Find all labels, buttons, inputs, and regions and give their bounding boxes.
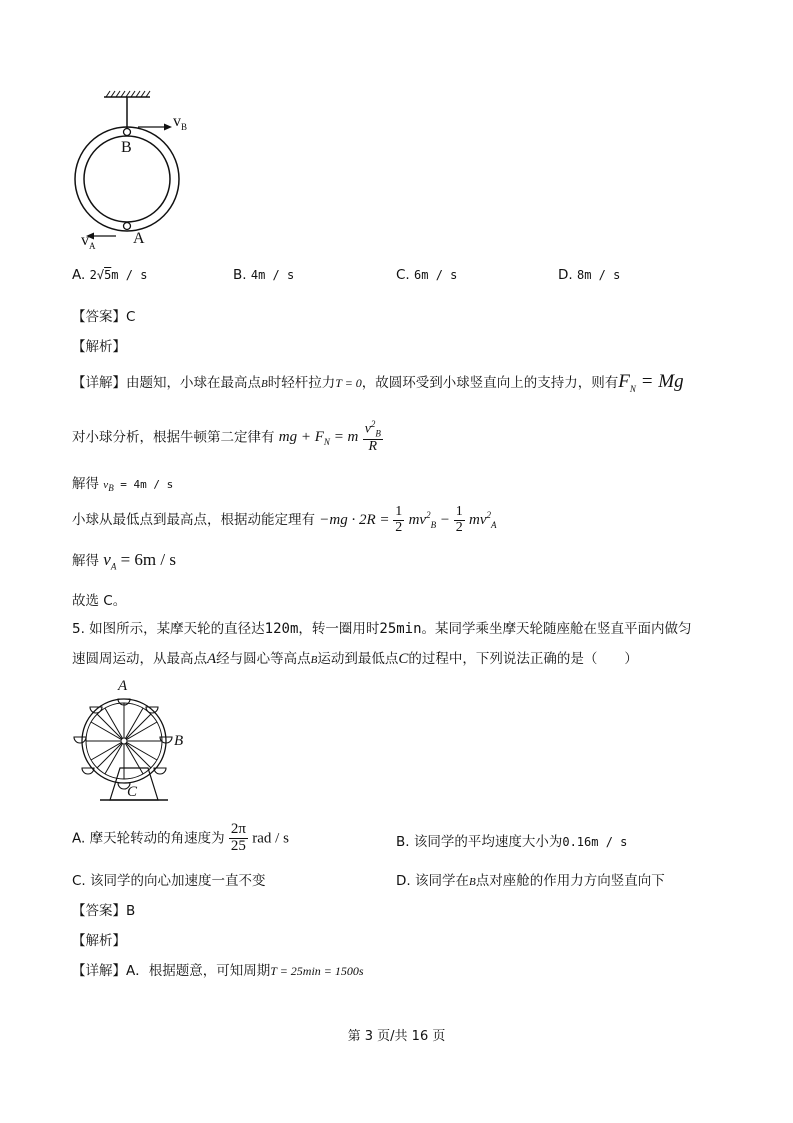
q4-analysis-label: 【解析】 [72,339,126,355]
q5-stem-line-2: 速圆周运动，从最高点A经与圆心等高点B运动到最低点C的过程中，下列说法正确的是（ ） [72,651,638,667]
label-va: $v_A$ [81,232,96,252]
q4-option-a: A. 2√5m / s [72,267,148,283]
q5-option-a: A. 摩天轮转动的角速度为 $\frac{2\pi}{25}$ rad / s [72,821,289,854]
q4-detail-line-6: 故选 C。 [72,593,127,609]
q4-detail-line-4: 小球从最低点到最高点，根据动能定理有 −mg · 2R = $\frac{1}{2}$ $mv^2_B$ − $\frac{1}{2}$ $mv^2_A$ [72,504,497,535]
q4-option-b: B. 4m / s [233,267,295,283]
q5-option-d: D. 该同学在B点对座舱的作用力方向竖直向下 [396,873,665,889]
label-vb: $v_B$ [173,113,188,133]
q4-detail-line-2: 对小球分析，根据牛顿第二定律有 mg + $F_N = m$ $\frac{v^2_B}{R}$ [72,419,381,454]
q4-detail-line-1: 【详解】由题知，小球在最高点B时轻杆拉力T = 0，故圆环受到小球竖直向上的支持力，则有$F_N = Mg$ [72,371,684,394]
q5-stem-line-1: 5. 如图所示，某摩天轮的直径达120m，转一圈用时25min。某同学乘坐摩天轮随座舱在竖直平面内做匀 [72,621,692,637]
ferris-label-a: A [118,678,128,694]
label-b: B [121,139,132,156]
q5-analysis-label: 【解析】 [72,933,126,949]
q4-option-d: D. 8m / s [558,267,621,283]
q4-detail-line-5: 解得 $v_A = 6m / s$ [72,550,176,572]
label-a: A [133,230,145,247]
q5-answer: 【答案】B [72,903,136,919]
page-footer: 第 3 页/共 16 页 [347,1029,446,1044]
q5-detail-line-1: 【详解】A．根据题意，可知周期T = 25min = 1500s [72,963,364,979]
q4-detail-line-3: 解得 $v_B = 4m / s$ [72,476,174,494]
ferris-label-b: B [174,733,184,749]
q4-option-c: C. 6m / s [396,267,458,283]
q5-option-b: B. 该同学的平均速度大小为0.16m / s [396,834,628,850]
q4-answer: 【答案】C [72,309,136,325]
ferris-label-c: C [127,784,138,800]
q5-option-c: C. 该同学的向心加速度一直不变 [72,873,266,889]
